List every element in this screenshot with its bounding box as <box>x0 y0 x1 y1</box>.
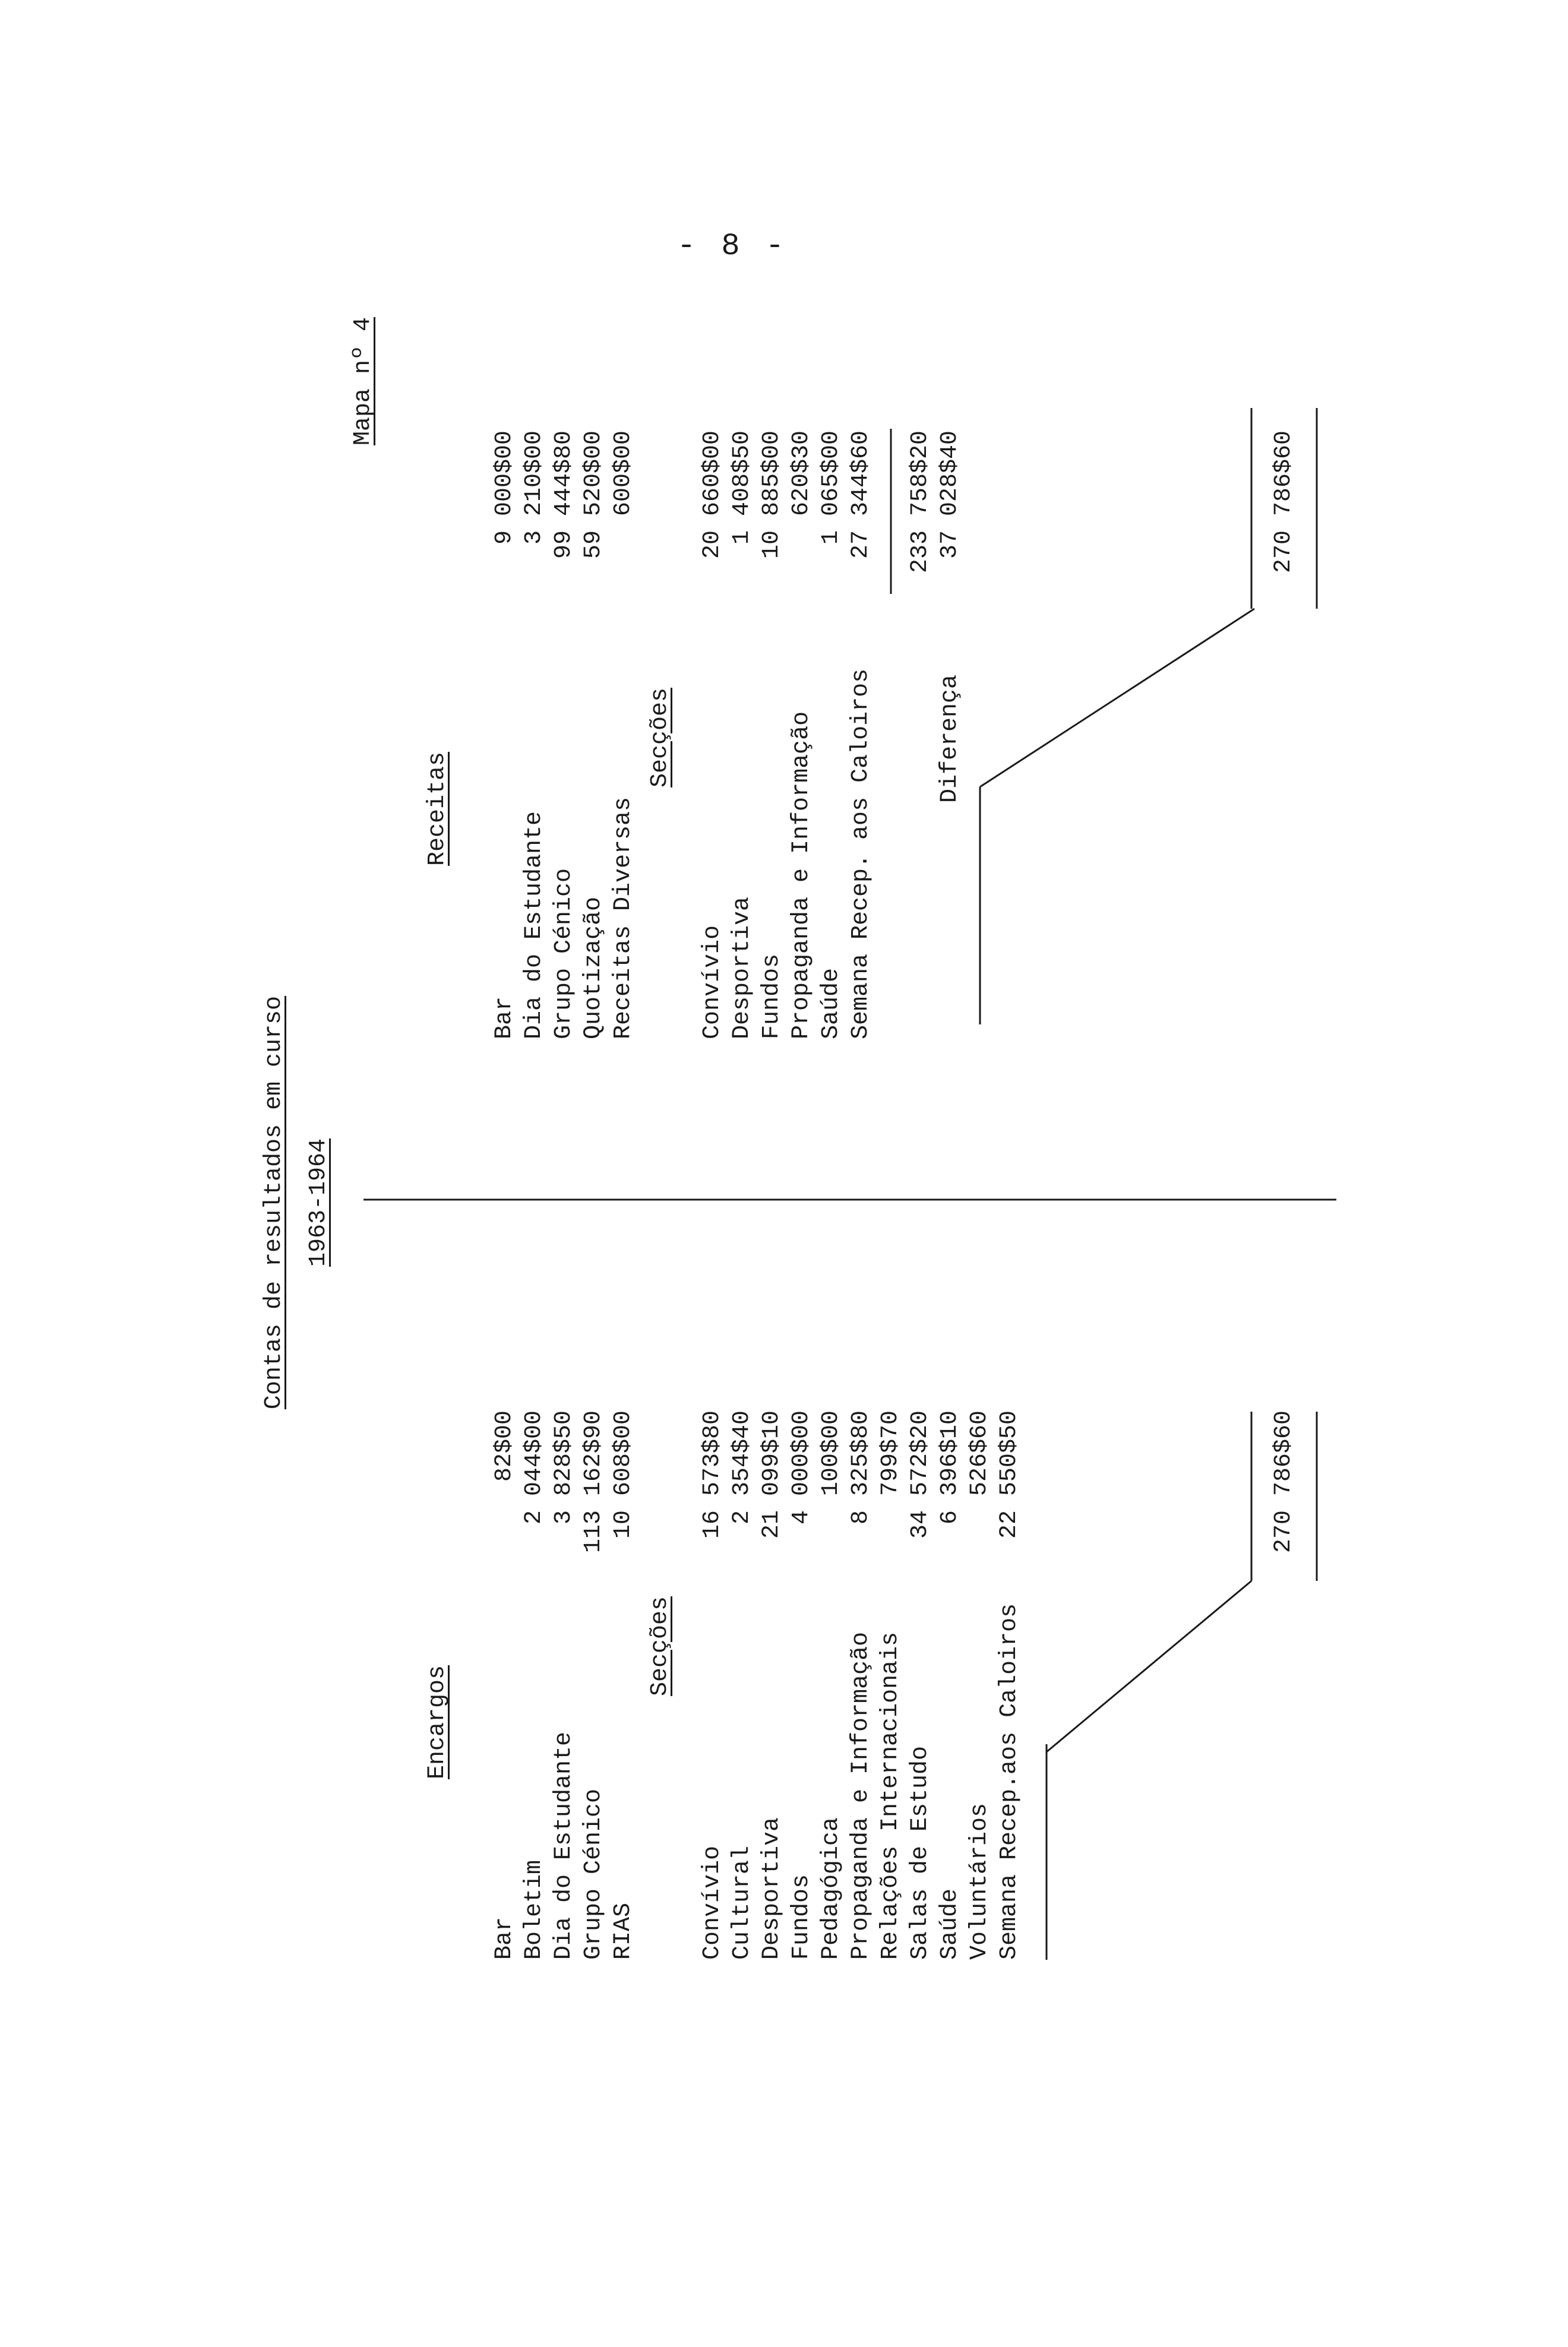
row-label: Bar <box>491 1916 518 1960</box>
document-period: 1963-1964 <box>305 1138 332 1267</box>
map-label: Mapa nº 4 <box>350 317 377 445</box>
row-label: Saúde <box>818 967 845 1039</box>
row-amount: 10 885$00 <box>758 431 785 559</box>
row-label: Dia do Estudante <box>521 811 548 1039</box>
row-label: Convívio <box>699 1845 726 1960</box>
row-label: Receitas Diversas <box>610 796 637 1039</box>
page-number: - 8 - <box>677 229 788 264</box>
row-label: Voluntários <box>966 1802 993 1960</box>
row-label: Boletim <box>521 1859 548 1960</box>
row-amount: 1 408$50 <box>729 431 755 545</box>
encargos-diagonal <box>1047 1581 1251 1752</box>
document-title: Contas de resultados em curso <box>261 995 287 1410</box>
receitas-total: 270 786$60 <box>1270 431 1297 574</box>
receitas-diagonal <box>980 609 1254 787</box>
row-amount: 799$70 <box>877 1410 904 1497</box>
difference-amount: 37 028$40 <box>937 431 963 559</box>
row-label: Dia do Estudante <box>551 1731 577 1960</box>
encargos-heading: Encargos <box>424 1665 451 1780</box>
row-amount: 2 354$40 <box>729 1410 755 1525</box>
section-heading: Secções <box>647 687 674 788</box>
row-amount: 1 065$00 <box>818 431 845 545</box>
row-amount: 113 162$90 <box>580 1410 607 1554</box>
row-amount: 526$60 <box>966 1410 993 1497</box>
row-amount: 8 325$80 <box>848 1410 874 1525</box>
row-amount: 3 210$00 <box>521 431 548 545</box>
section-heading: Secções <box>647 1596 674 1697</box>
row-label: Bar <box>491 996 518 1039</box>
row-amount: 20 660$00 <box>699 431 726 559</box>
difference-label: Diferença <box>937 674 963 804</box>
row-amount: 4 000$00 <box>788 1410 815 1525</box>
row-label: Grupo Cénico <box>551 868 577 1039</box>
row-label: Fundos <box>758 953 785 1039</box>
encargos-total: 270 786$60 <box>1270 1410 1297 1554</box>
row-amount: 2 044$00 <box>521 1410 548 1525</box>
row-label: Grupo Cénico <box>580 1788 607 1960</box>
receitas-subtotal: 233 758$20 <box>907 431 934 574</box>
row-amount: 9 000$00 <box>491 431 518 545</box>
row-label: Propaganda e Informação <box>788 711 815 1039</box>
row-label: Convívio <box>699 925 726 1039</box>
row-amount: 10 608$00 <box>610 1410 637 1539</box>
row-amount: 34 572$20 <box>907 1410 934 1539</box>
row-amount: 16 573$80 <box>699 1410 726 1539</box>
row-amount: 600$00 <box>610 431 637 517</box>
row-amount: 21 099$10 <box>758 1410 785 1539</box>
row-label: Desportiva <box>758 1817 785 1960</box>
row-amount: 82$00 <box>491 1410 518 1482</box>
row-label: Quotização <box>580 896 607 1039</box>
row-amount: 99 444$80 <box>551 431 577 559</box>
row-label: Desportiva <box>729 896 755 1039</box>
row-amount: 22 550$50 <box>996 1410 1023 1539</box>
row-amount: 100$00 <box>818 1410 845 1497</box>
row-label: Saúde <box>937 1888 963 1960</box>
receitas-heading: Receitas <box>424 751 451 866</box>
row-label: Semana Recep. aos Caloiros <box>848 668 874 1039</box>
row-amount: 6 396$10 <box>937 1410 963 1525</box>
row-label: Propaganda e Informação <box>848 1631 874 1960</box>
row-amount: 59 520$00 <box>580 431 607 559</box>
row-label: Cultural <box>729 1845 755 1960</box>
row-label: Salas de Estudo <box>907 1745 934 1960</box>
row-label: Semana Recep.aos Caloiros <box>996 1603 1023 1960</box>
row-amount: 3 828$50 <box>551 1410 577 1525</box>
row-label: Relações Internacionais <box>877 1631 904 1960</box>
row-amount: 620$30 <box>788 431 815 517</box>
row-label: Fundos <box>788 1874 815 1960</box>
row-amount: 27 344$60 <box>848 431 874 559</box>
row-label: RIAS <box>610 1902 637 1960</box>
row-label: Pedagógica <box>818 1817 845 1960</box>
